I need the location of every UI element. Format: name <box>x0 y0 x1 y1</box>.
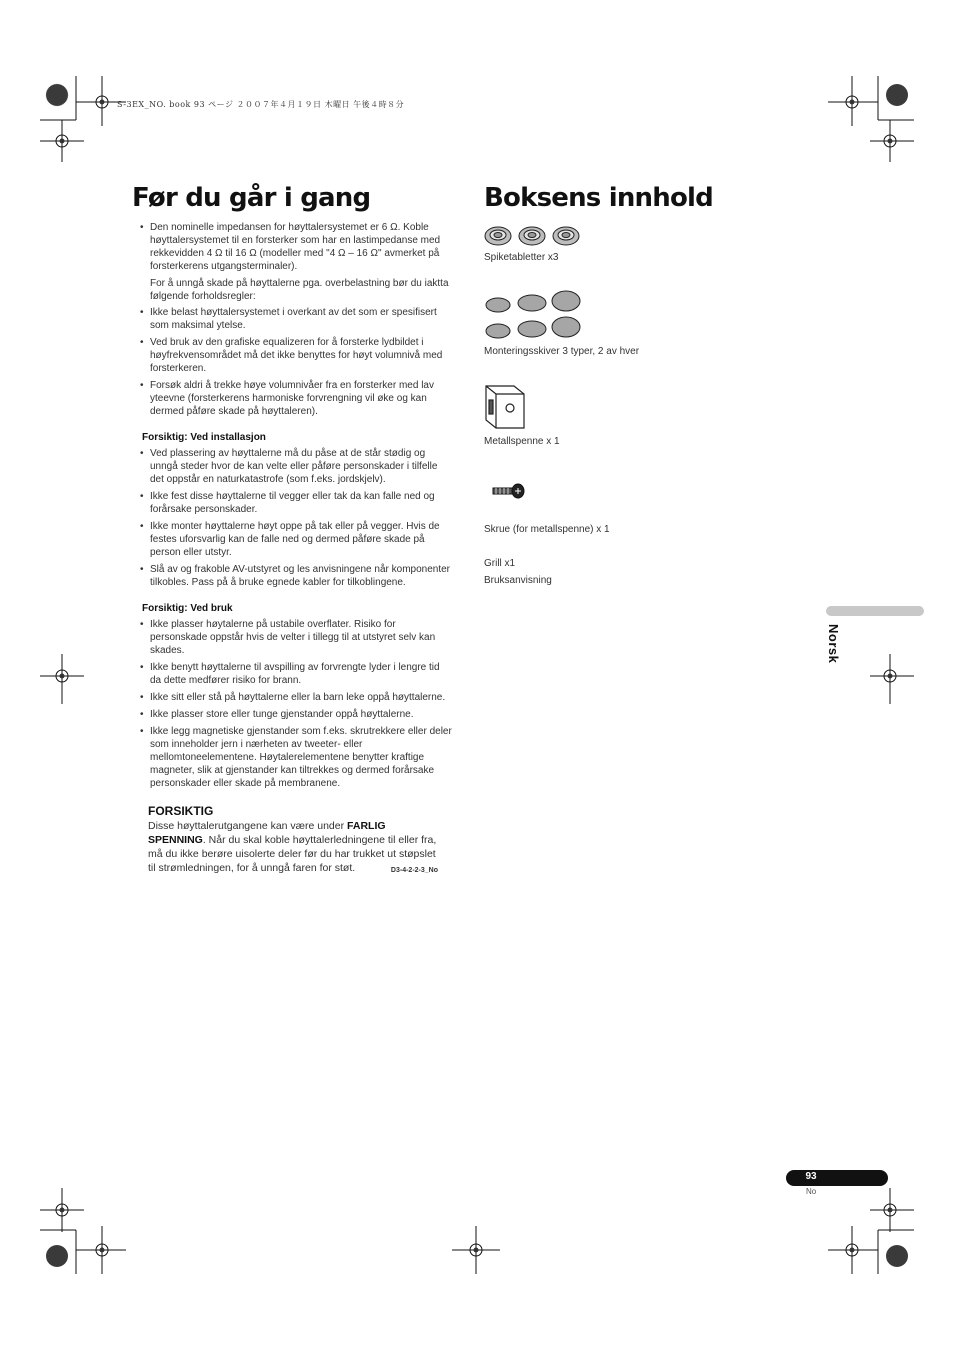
caution-code: D3-4-2-2-3_No <box>390 867 438 874</box>
list-item: • Ikke sitt eller stå på høyttalerne eller la barn leke oppå høyttalerne. <box>132 691 452 704</box>
page-title-left: Før du går i gang <box>132 183 371 213</box>
metal-bracket-icon <box>484 384 528 430</box>
screw-icon <box>492 482 528 500</box>
spike-pad-icon <box>484 224 584 248</box>
list-item: • Ved plassering av høyttalerne må du påse at de står stødig og unngå steder hvor de kan velte eller påføre personskader i tilfelle det oppstår en naturkatastrofe (som f.eks. jordskjelv). <box>132 447 452 486</box>
language-tab-bar <box>826 606 924 616</box>
print-header: S-3EX_NO. book 93 ページ ２００７年４月１９日 木曜日 午後４時８分 <box>117 100 405 109</box>
list-item: • Ikke monter høyttalerne høyt oppe på tak eller på vegger. Hvis de festes uforsvarlig kan de falle ned og dermed påføre skade på person eller utstyr. <box>132 520 452 559</box>
list-item: • Ikke plasser store eller tunge gjenstander oppå høyttalerne. <box>132 708 452 721</box>
item-label-bracket: Metallspenne x 1 <box>484 436 560 447</box>
list-item: • Forsøk aldri å trekke høye volumnivåer fra en forsterker med lav yteevne (forsterkerens harmoniske forvrengning vil øke og kan dermed påføre skade på høyttaleren). <box>132 379 452 418</box>
caution-heading: FORSIKTIG <box>148 804 214 818</box>
page-language: No <box>806 1187 817 1196</box>
intro-paragraph: For å unngå skade på høyttalerne pga. overbelastning bør du iaktta følgende forholdsregler: <box>150 278 449 302</box>
page-title-right: Boksens innhold <box>484 183 713 213</box>
mounting-disc-icon <box>484 290 584 340</box>
list-item: • Ved bruk av den grafiske equalizeren for å forsterke lydbildet i høyfrekvensområdet må det ikke benyttes for høyt volumnivå med forsterkeren. <box>132 336 452 375</box>
use-heading: Forsiktig: Ved bruk <box>142 603 233 614</box>
item-label-manual: Bruksanvisning <box>484 575 552 586</box>
list-item: • Den nominelle impedansen for høyttalersystemet er 6 Ω. Koble høyttalersystemet til en forsterker som har en lastimpedanse med rekkevidden 4 Ω til 16 Ω (modeller med "4 Ω – 16 Ω" avmerket på forsterkerens utgangsterminaler). <box>132 221 452 273</box>
install-list <box>132 447 452 589</box>
intro-list <box>132 221 452 273</box>
caution-bold: FARLIG SPENNING <box>148 820 386 846</box>
list-item: • Ikke belast høyttalersystemet i overkant av det som er spesifisert som maksimal ytelse. <box>132 306 452 332</box>
use-list <box>132 618 452 790</box>
right-column <box>484 183 804 213</box>
left-column <box>132 183 452 878</box>
list-item: • Ikke benytt høyttalerne til avspilling av forvrengte lyder i lengre tid da dette medfører risiko for brann. <box>132 661 452 687</box>
overload-list <box>132 306 452 418</box>
list-item: • Slå av og frakoble AV-utstyret og les anvisningene når komponenter tilkobles. Pass på å bruke egnede kabler for tilkoblingene. <box>132 563 452 589</box>
list-item: • Ikke fest disse høyttalerne til vegger eller tak da kan falle ned og forårsake personskader. <box>132 490 452 516</box>
language-tab-label: Norsk <box>826 624 841 664</box>
caution-body: Disse høyttalerutgangene kan være under FARLIG SPENNING. Når du skal koble høyttalerledningene til eller fra, må du ikke berøre uisolerte deler før du har trukket ut støpslet til strømledningen, for å unngå faren for støt. D3-4-2-2-3_No <box>148 819 438 875</box>
list-item: • Ikke plasser høytalerne på ustabile overflater. Risiko for personskade oppstår hvis de velter i tillegg til at utstyret selv kan skades. <box>132 618 452 657</box>
item-label-discs: Monteringsskiver 3 typer, 2 av hver <box>484 346 640 357</box>
item-label-spike: Spiketabletter x3 <box>484 252 559 263</box>
install-heading: Forsiktig: Ved installasjon <box>142 432 266 443</box>
item-label-grill: Grill x1 <box>484 558 516 569</box>
page-number: 93 <box>805 1171 817 1182</box>
list-item: • Ikke legg magnetiske gjenstander som f.eks. skrutrekkere eller deler som inneholder jern i nærheten av tweeter- eller mellomtoneelementene. Høytalerelementene benytter kraftige magneter, slik at gjenstander kan tiltrekkes og dermed forårsake personskader eller skade på membranene. <box>132 725 452 790</box>
item-label-screw: Skrue (for metallspenne) x 1 <box>484 524 610 535</box>
